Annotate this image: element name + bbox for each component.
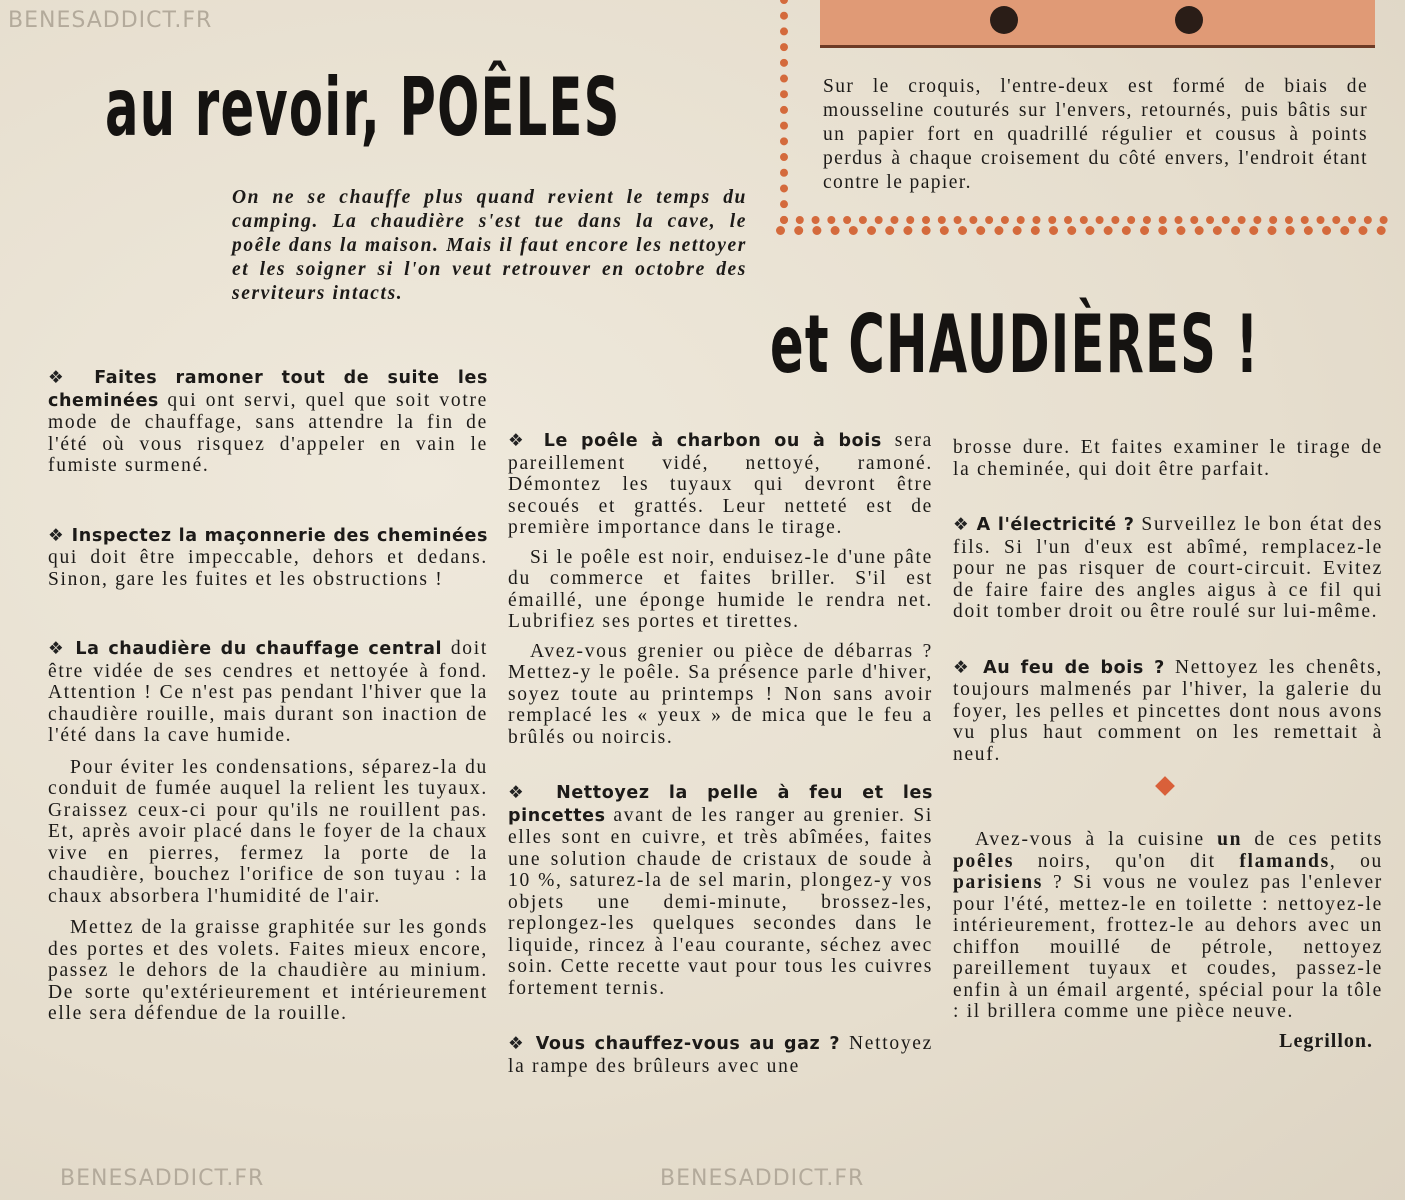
paragraph-lead: Au feu de bois ? — [983, 657, 1165, 678]
intro-paragraph: On ne se chauffe plus quand revient le temps du camping. La chaudière s'est tue dans la cave, le poêle dans la maison. Mais il faut encore les nettoyer et les soigner si l'on veut retrouver en octobre des serviteurs intacts. — [232, 187, 747, 304]
paragraph — [953, 829, 1383, 1023]
paragraph-text: qui doit être impeccable, dehors et dedans. Sinon, gare les fuites et les obstructions ! — [48, 547, 488, 590]
paragraph-lead: Nettoyez la pelle à feu et les pincettes — [508, 783, 933, 826]
paragraph-lead: La chaudière du chauffage central — [75, 639, 443, 659]
watermark: BENESADDICT.FR — [8, 8, 213, 33]
paragraph-text: Nettoyez la rampe des brûleurs avec une — [508, 1033, 934, 1077]
paragraph-lead: Le poêle à charbon ou à bois — [543, 431, 882, 451]
watermark: BENESADDICT.FR — [60, 1166, 265, 1191]
paragraph-lead: Vous chauffez-vous au gaz ? — [535, 1034, 841, 1054]
box-caption: Sur le croquis, l'entre-deux est formé de biais de mousseline couturés sur l'envers, retournés, puis bâtis sur un papier fort en quadrillé régulier et cousus à points perdus à chaque croisement du côté envers, l'endroit étant contre le papier. — [823, 76, 1368, 193]
paragraph: Pour éviter les condensations, séparez-la du conduit de fumée auquel la relient les tuyaux. Graissez ceux-ci pour qu'ils ne rouillent pas. Et, après avoir placé dans le foyer de la chaux vive en pierres, fermez la porte de la chaudière, bouchez l'orifice de son tuyau : la chaux absorbera l'humidité de l'air. — [48, 756, 488, 907]
text: , ou — [1329, 850, 1383, 872]
paragraph: Avez-vous grenier ou pièce de débarras ? Mettez-y le poêle. Sa présence parle d'hiver, soyez toute au printemps ! Non sans avoir remplacé les « yeux » de mica que le feu a brûlés ou noircis. — [508, 640, 933, 748]
paragraph — [953, 514, 1383, 623]
headline-right: et CHAUDIÈRES ! — [770, 298, 1260, 391]
text: de ces petits — [1242, 829, 1383, 850]
paragraph — [508, 1033, 933, 1077]
marker-icon: ❖ — [508, 783, 537, 803]
marker-icon: ❖ — [953, 657, 973, 678]
paragraph: Si le poêle est noir, enduisez-le d'une pâte du commerce et faites briller. S'il est émaillé, une éponge humide le rendra net. Lubrifiez ses portes et tirettes. — [508, 546, 933, 632]
column-1 — [48, 367, 488, 1047]
paragraph-lead: Inspectez la maçonnerie des cheminées — [71, 525, 488, 546]
marker-icon: ❖ — [48, 639, 67, 659]
paragraph-text: qui ont servi, quel que soit votre mode de chauffage, sans attendre la fin de l'été où vous risquez d'appeler en vain le fumiste surmené. — [48, 389, 488, 476]
paragraph: brosse dure. Et faites examiner le tirage de la cheminée, qui doit être parfait. — [953, 437, 1383, 480]
marker-icon: ❖ — [953, 515, 970, 535]
paragraph-text: doit être vidée de ses cendres et nettoyée à fond. Attention ! Ce n'est pas pendant l'hiver que la chaudière rouille, mais durant son inaction de l'été dans la cave humide. — [48, 638, 488, 746]
paragraph-lead: Faites ramoner tout de suite les cheminées — [48, 368, 488, 411]
diamond-ornament-icon — [1155, 776, 1175, 796]
paragraph-text: sera pareillement vidé, nettoyé, ramoné. Démontez les tuyaux qui devront être secoués et grattés. Leur netteté est de première importance dans le tirage. — [508, 430, 933, 538]
text: noirs, qu'on dit — [1014, 850, 1240, 872]
marker-icon: ❖ — [508, 1034, 527, 1054]
text-bold: flamands — [1239, 850, 1330, 872]
paragraph — [953, 657, 1383, 766]
marker-icon: ❖ — [48, 525, 65, 546]
text-bold: un — [1217, 829, 1243, 850]
marker-icon: ❖ — [508, 431, 531, 451]
paragraph: Mettez de la graisse graphitée sur les gonds des portes et des volets. Faites mieux encore, passez le dehors de la chaudière au minium. De sorte qu'extérieurement et intérieurement elle sera défendue de la rouille. — [48, 917, 488, 1024]
paragraph-text: Surveillez le bon état des fils. Si l'un d'eux est abîmé, remplacez-le pour ne pas risquer de court-circuit. Evitez de faire faire des angles aigus à ce fil qui doit tomber droit ou être roulé sur lui-même. — [953, 514, 1383, 622]
headline-left: au revoir, POÊLES — [105, 61, 621, 154]
paragraph — [48, 638, 488, 747]
text: Avez-vous à la cuisine — [975, 829, 1218, 850]
paragraph — [48, 367, 488, 477]
paragraph — [508, 782, 933, 999]
dotted-divider — [776, 226, 1386, 245]
column-2 — [508, 430, 933, 1099]
text-bold: poêles — [953, 850, 1015, 872]
text-bold: parisiens — [953, 872, 1044, 893]
paragraph-text: avant de les ranger au grenier. Si elles sont en cuivre, et très abîmées, faites une solution chaude de cristaux de soude à 10 %, saturez-la de sel marin, plongez-y vos objets une demi-minute, brossez-les, replongez-les quelques secondes dans le liquide, rincez à l'eau courante, séchez avec soin. Cette recette vaut pour tous les cuivres fortement ternis. — [508, 804, 933, 999]
column-3 — [953, 437, 1383, 1052]
text: ? Si vous ne voulez pas l'enlever pour l'été, mettez-le en toilette : nettoyez-le intérieurement, frottez-le au dehors avec un chiffon mouillé de pétrole, nettoyez pareillement tuyaux et coudes, passez-le enfin à un émail argenté, spécial pour la tôle : il brillera comme une pièce neuve. — [953, 872, 1383, 1022]
paragraph — [508, 430, 933, 539]
marker-icon: ❖ — [48, 368, 76, 388]
paragraph-text: Nettoyez les chenêts, toujours malmenés par l'hiver, la galerie du foyer, les pelles et pincettes dont nous avons vu plus haut comment on les remettait à neuf. — [953, 656, 1383, 765]
author-signature: Legrillon. — [1279, 1029, 1373, 1052]
watermark: BENESADDICT.FR — [660, 1166, 865, 1191]
paragraph-lead: A l'électricité ? — [976, 515, 1135, 535]
paragraph — [48, 525, 488, 591]
